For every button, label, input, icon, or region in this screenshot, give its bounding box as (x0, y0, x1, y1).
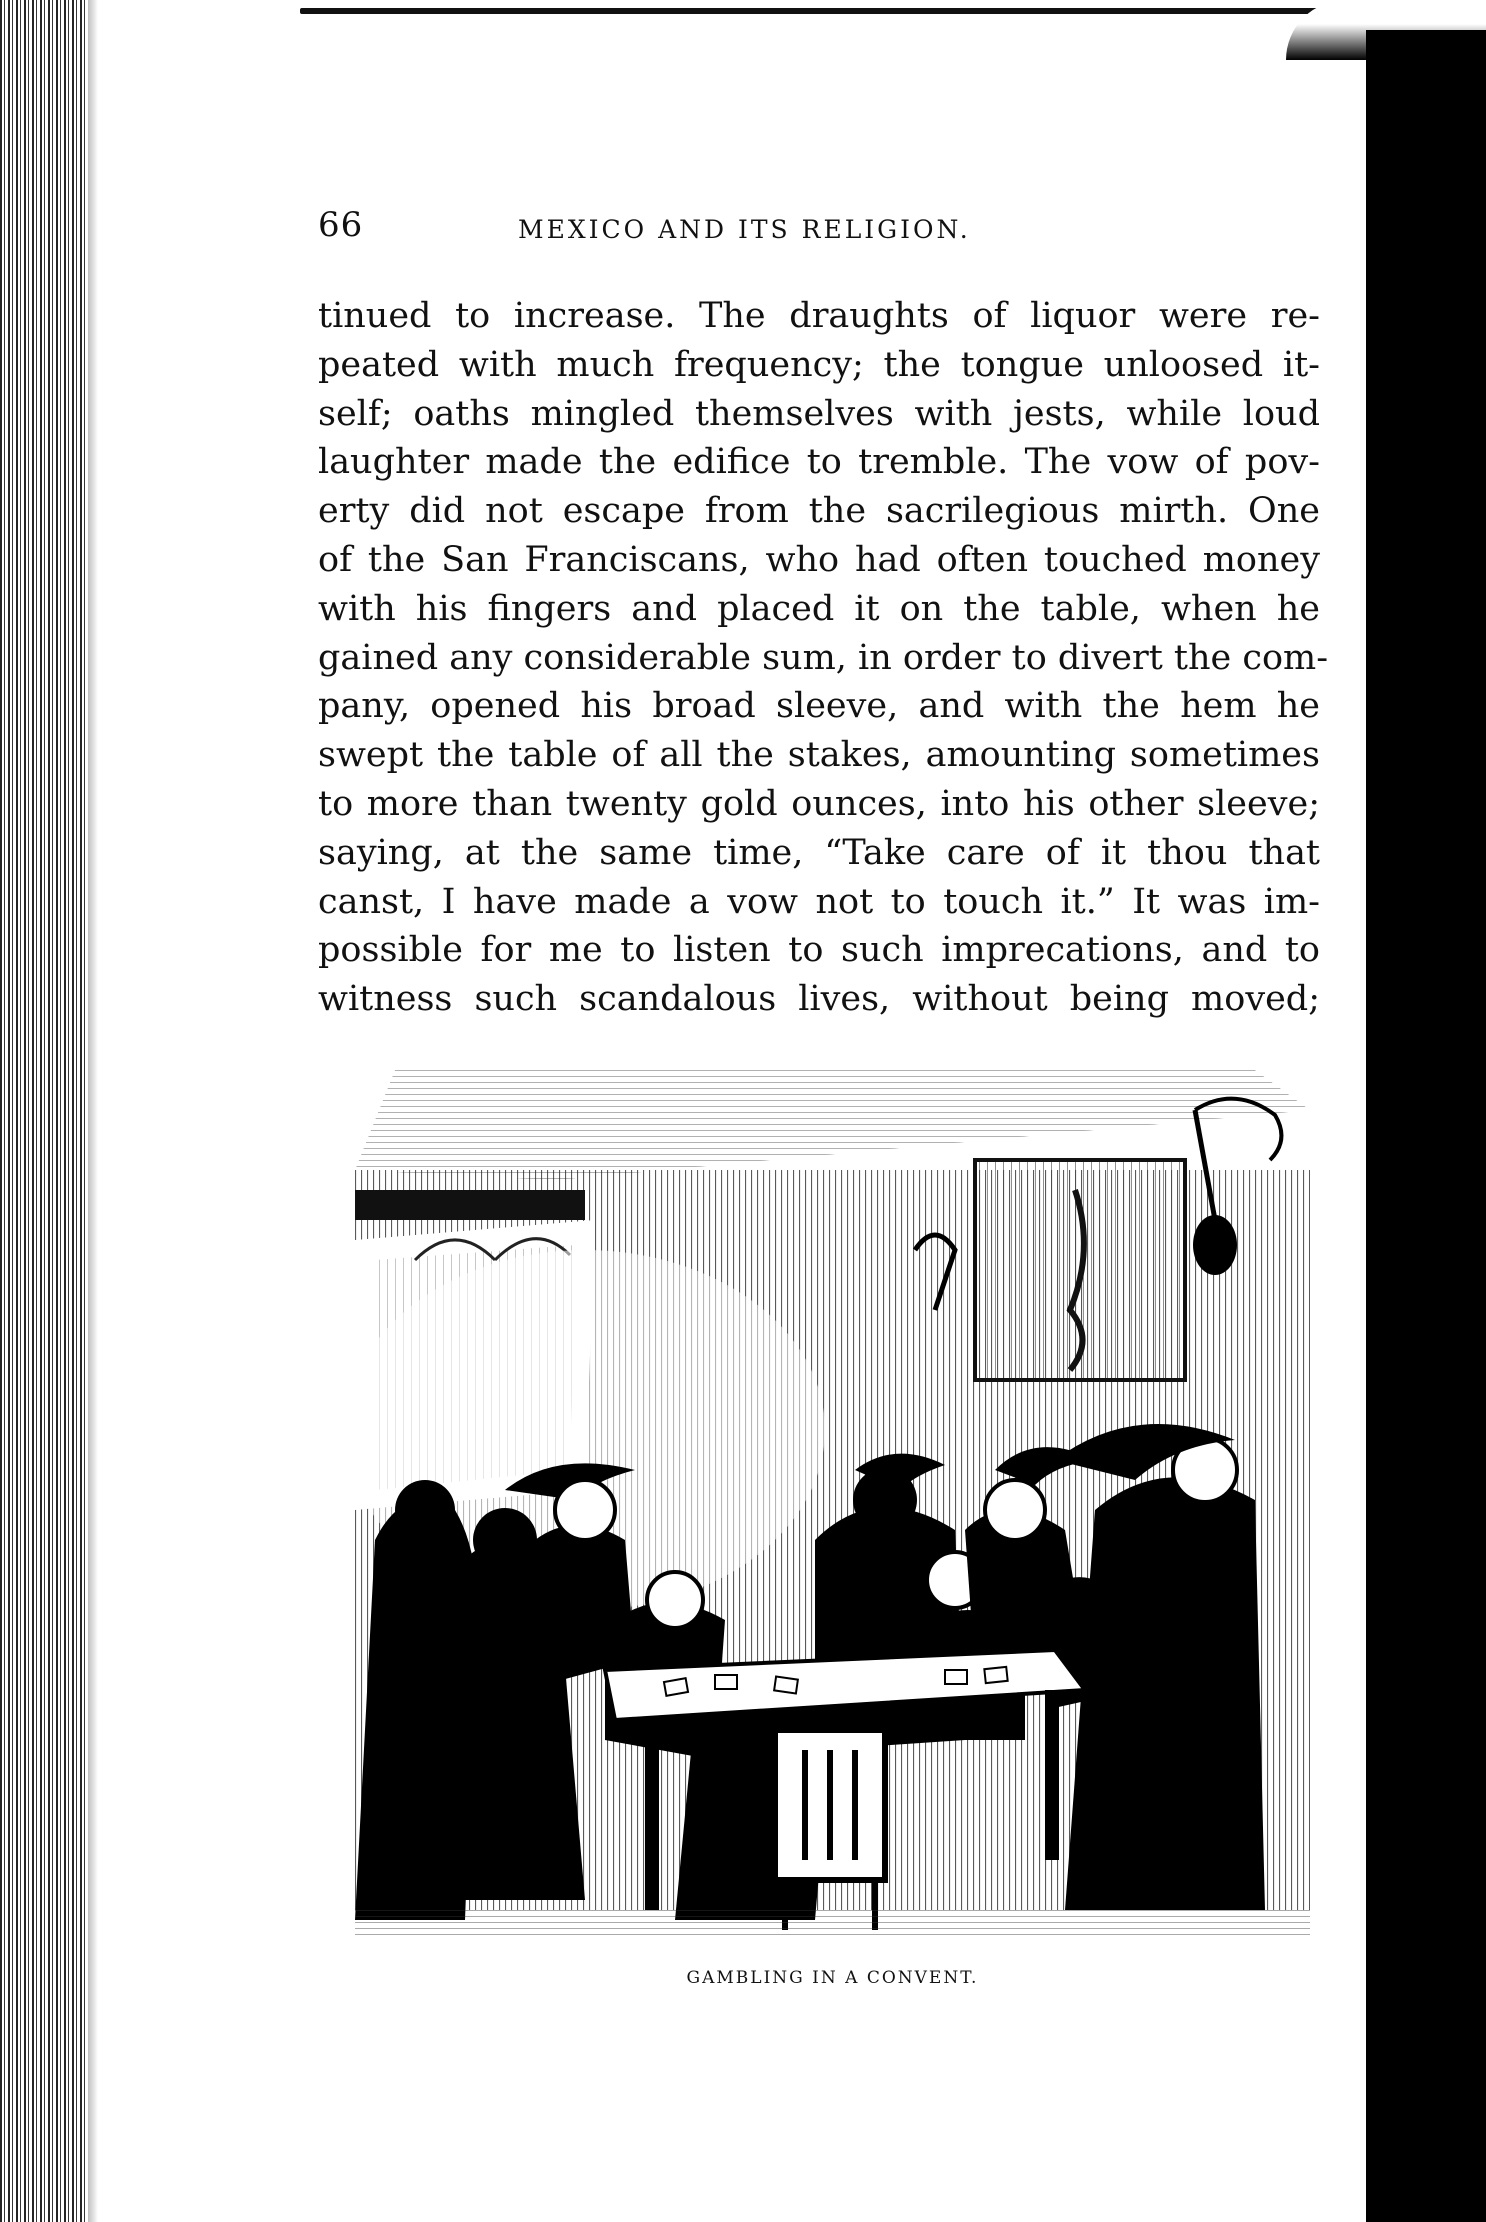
text-line: pany, opened his broad sleeve, and with the hem he (318, 686, 1320, 727)
text-line: gained any considerable sum, in order to divert the com- (318, 637, 1329, 678)
text-line: to more than twenty gold ounces, into his other sleeve; (318, 783, 1320, 824)
text-line: witness such scandalous lives, without being moved; (318, 979, 1320, 1020)
text-line: saying, at the same time, “Take care of it thou that (318, 832, 1320, 873)
text-line: self; oaths mingled themselves with jests, while loud (318, 393, 1320, 434)
text-line: canst, I have made a vow not to touch it.” It was im- (318, 881, 1320, 922)
text-line: laughter made the edifice to tremble. The vow of pov- (318, 442, 1320, 483)
text-line: peated with much frequency; the tongue unloosed it- (318, 344, 1320, 385)
book-binding-edge (0, 0, 88, 2222)
binding-shadow (88, 0, 98, 2222)
text-line: swept the table of all the stakes, amounting sometimes (318, 735, 1320, 776)
text-line: possible for me to listen to such imprecations, and to (318, 930, 1320, 971)
page-number: 66 (318, 205, 364, 245)
illustration-caption: GAMBLING IN A CONVENT. (686, 1968, 979, 1988)
engraving-picture (355, 1070, 1310, 1940)
page-right-edge (1366, 30, 1486, 2222)
text-line: with his fingers and placed it on the table, when he (318, 588, 1320, 629)
body-paragraph (318, 292, 1329, 1024)
text-line: tinued to increase. The draughts of liquor were re- (318, 296, 1320, 336)
page-top-edge (300, 8, 1360, 14)
running-head-title: MEXICO AND ITS RELIGION. (518, 215, 971, 244)
text-line: erty did not escape from the sacrilegious mirth. One (318, 491, 1320, 532)
engraving-illustration (355, 1070, 1310, 1940)
text-line: of the San Franciscans, who had often touched money (318, 539, 1320, 580)
running-head (318, 205, 1318, 255)
